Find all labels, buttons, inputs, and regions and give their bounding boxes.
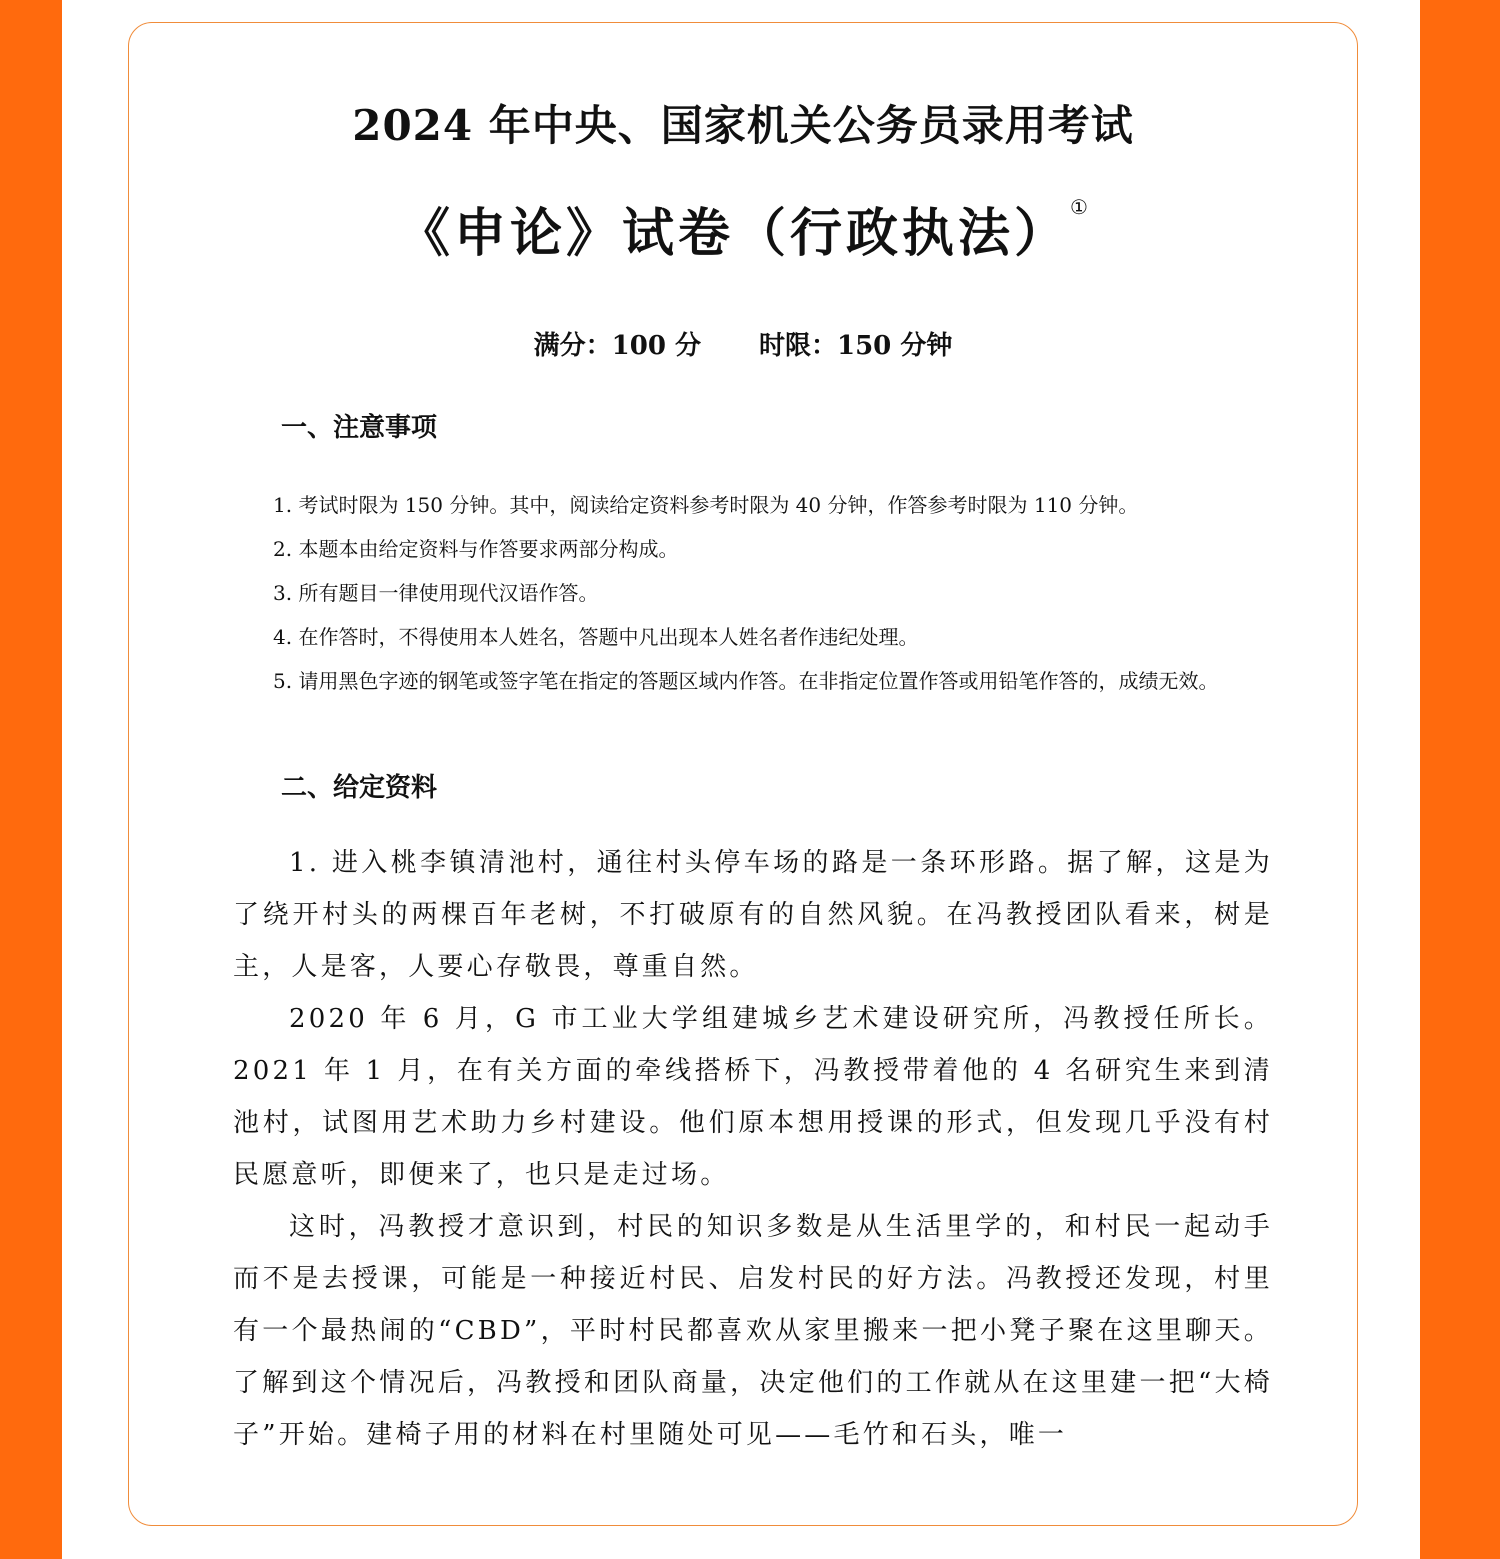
time-limit: 时限：150 分钟 <box>759 331 953 361</box>
material-paragraph: 2020 年 6 月，G 市工业大学组建城乡艺术建设研究所，冯教授任所长。2021 年 1 月，在有关方面的牵线搭桥下，冯教授带着他的 4 名研究生来到清池村，试图用艺术助力乡村建设。他们原本想用授课的形式，但发现几乎没有村民愿意听，即便来了，也只是走过场。 <box>233 1004 1273 1190</box>
document-title-line1: 2024 年中央、国家机关公务员录用考试 <box>352 101 1134 150</box>
section-heading-materials: 二、给定资料 <box>281 773 438 803</box>
notice-item: 2. 本题本由给定资料与作答要求两部分构成。 <box>273 537 679 561</box>
notice-item: 1. 考试时限为 150 分钟。其中，阅读给定资料参考时限为 40 分钟，作答参考时限为 110 分钟。 <box>273 493 1139 517</box>
exam-meta <box>129 325 1357 362</box>
footnote-mark: ① <box>1070 195 1088 219</box>
document-title-text: 《申论》试卷（行政执法） <box>398 204 1071 264</box>
document-card <box>128 22 1358 1526</box>
section-heading-notice: 一、注意事项 <box>281 413 438 443</box>
notice-item: 4. 在作答时，不得使用本人姓名，答题中凡出现本人姓名者作违纪处理。 <box>273 625 919 649</box>
notice-item: 3. 所有题目一律使用现代汉语作答。 <box>273 581 599 605</box>
right-orange-band <box>1420 0 1500 1559</box>
material-paragraph: 1. 进入桃李镇清池村，通往村头停车场的路是一条环形路。据了解，这是为了绕开村头的两棵百年老树，不打破原有的自然风貌。在冯教授团队看来，树是主，人是客，人要心存敬畏，尊重自然。 <box>233 848 1273 982</box>
document-title-line2 <box>129 191 1357 266</box>
given-materials <box>233 837 1273 1461</box>
notice-list <box>229 483 1274 703</box>
left-orange-band <box>0 0 62 1559</box>
full-score: 满分：100 分 <box>533 331 701 361</box>
material-paragraph: 这时，冯教授才意识到，村民的知识多数是从生活里学的，和村民一起动手而不是去授课，可能是一种接近村民、启发村民的好方法。冯教授还发现，村里有一个最热闹的“CBD”，平时村民都喜欢从家里搬来一把小凳子聚在这里聊天。了解到这个情况后，冯教授和团队商量，决定他们的工作就从在这里建一把“大椅子”开始。建椅子用的材料在村里随处可见——毛竹和石头，唯一 <box>233 1212 1273 1450</box>
notice-item: 5. 请用黑色字迹的钢笔或签字笔在指定的答题区域内作答。在非指定位置作答或用铅笔作答的，成绩无效。 <box>273 669 1219 693</box>
